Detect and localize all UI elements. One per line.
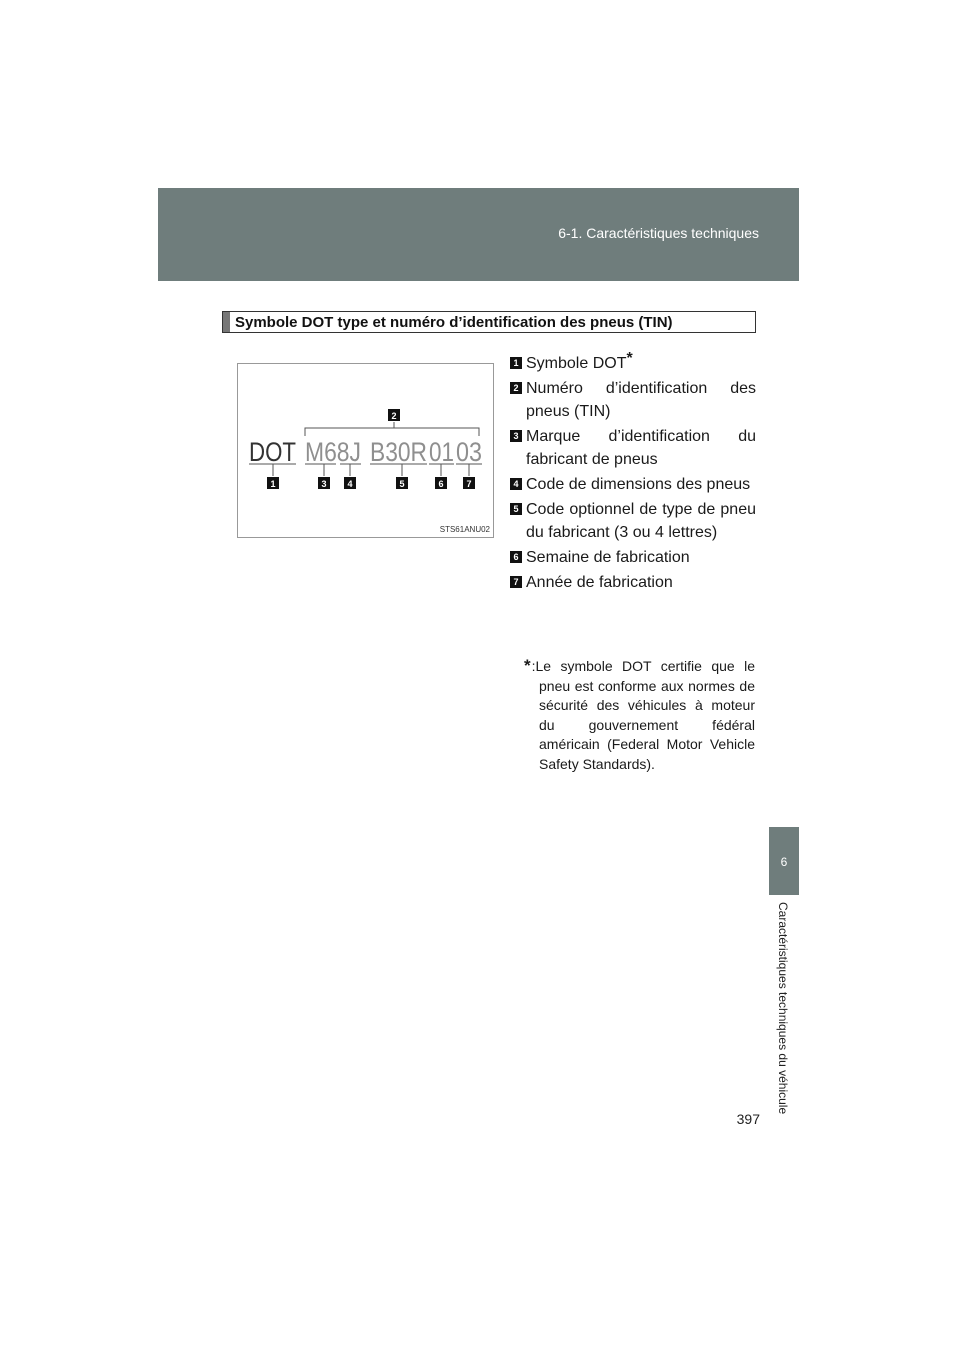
- item-text: Symbole DOT: [526, 355, 627, 372]
- item-text: Numéro d’identification des pneus (TIN): [526, 380, 756, 420]
- chapter-number: 6: [780, 855, 788, 869]
- legend-list: [510, 352, 756, 596]
- item-number: 6: [510, 551, 522, 563]
- tin-bracket: [305, 422, 479, 436]
- header-band: [158, 188, 799, 281]
- list-item: [510, 352, 756, 375]
- svg-text:7: 7: [466, 479, 472, 489]
- item-text: Code de dimensions des pneus: [526, 476, 751, 493]
- footnote-marker: *: [524, 656, 531, 675]
- list-item: [510, 571, 756, 594]
- footnote: [524, 656, 755, 774]
- dot-text: DOT: [249, 437, 296, 467]
- svg-text:4: 4: [347, 479, 353, 489]
- callout-5: [396, 477, 408, 489]
- figure-code: STS61ANU02: [439, 525, 490, 534]
- callout-6: [435, 477, 447, 489]
- item-text: Code optionnel de type de pneu du fabricant (3 ou 4 lettres): [526, 501, 756, 541]
- segment-b30r: B30R: [370, 437, 427, 467]
- item-number: 7: [510, 576, 522, 588]
- item-number: 1: [510, 357, 522, 369]
- item-text: Année de fabrication: [526, 574, 673, 591]
- chapter-title: 6-1. Caractéristiques techniques: [558, 225, 759, 241]
- section-heading-text: Symbole DOT type et numéro d’identification des pneus (TIN): [235, 313, 673, 331]
- segment-week: 01: [429, 437, 454, 467]
- item-text: Semaine de fabrication: [526, 549, 690, 566]
- segment-m68j: M68J: [305, 437, 361, 467]
- svg-text:5: 5: [399, 479, 405, 489]
- svg-text:2: 2: [391, 411, 397, 421]
- callout-2: [388, 409, 400, 421]
- item-number: 2: [510, 382, 522, 394]
- callout-4: [344, 477, 356, 489]
- item-text: Marque d’identification du fabricant de pneus: [526, 428, 756, 468]
- svg-text:1: 1: [270, 479, 276, 489]
- tin-diagram: [238, 364, 495, 539]
- page-number: 397: [736, 1111, 760, 1127]
- segment-year: 03: [456, 437, 482, 467]
- section-heading: [222, 311, 756, 333]
- item-number: 3: [510, 430, 522, 442]
- list-item: [510, 425, 756, 471]
- list-item: [510, 377, 756, 423]
- heading-accent-bar: [223, 312, 230, 332]
- list-item: [510, 498, 756, 544]
- callout-7: [463, 477, 475, 489]
- svg-text:6: 6: [438, 479, 444, 489]
- footnote-body: [524, 656, 755, 774]
- footnote-star: *: [626, 350, 633, 367]
- callout-3: [318, 477, 330, 489]
- footnote-text: :Le symbole DOT certifie que le pneu est conforme aux normes de sécurité des véhicules à moteur du gouvernement fédéral américain (Federal Motor Vehicle Safety Standards).: [531, 658, 755, 772]
- svg-text:3: 3: [321, 479, 327, 489]
- chapter-tab: [769, 827, 799, 895]
- item-number: 4: [510, 478, 522, 490]
- chapter-side-label-text: Caractéristiques techniques du véhicule: [776, 902, 790, 1115]
- tin-figure: [237, 363, 494, 538]
- callout-1: [267, 477, 279, 489]
- item-number: 5: [510, 503, 522, 515]
- list-item: [510, 473, 756, 496]
- list-item: [510, 546, 756, 569]
